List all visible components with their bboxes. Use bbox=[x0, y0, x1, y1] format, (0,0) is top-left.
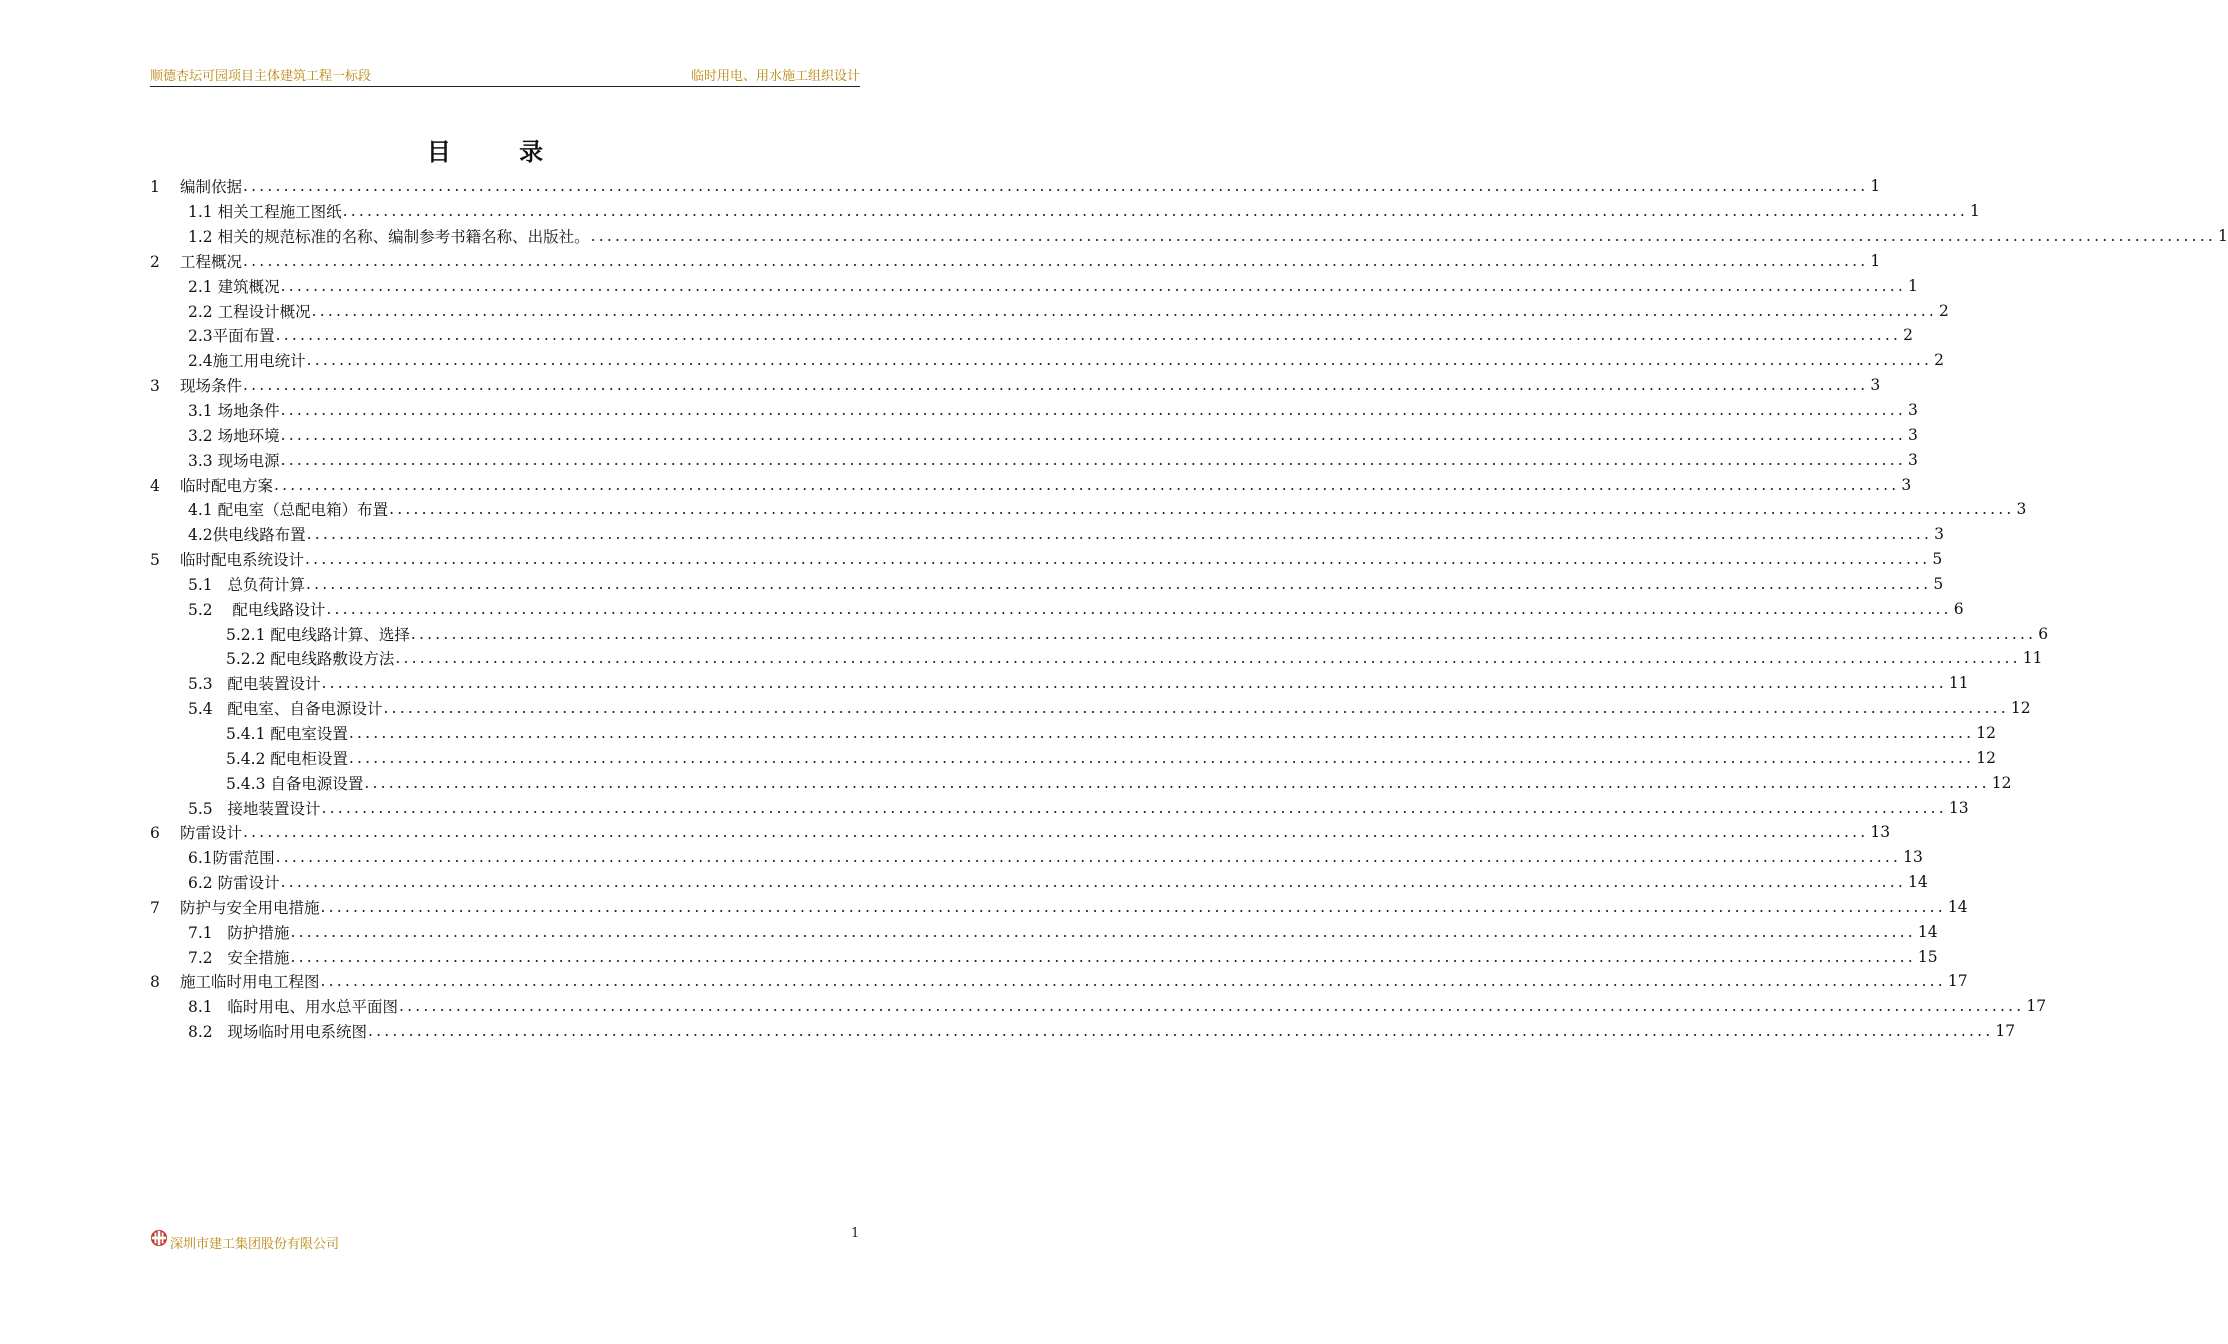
toc-entry-page: 12 bbox=[2010, 699, 2031, 718]
toc-entry-text: 配电线路计算、选择 bbox=[265, 625, 410, 644]
toc-entry-title bbox=[188, 498, 388, 520]
toc-entry-number: 7 bbox=[150, 898, 160, 917]
toc-entry-title bbox=[150, 474, 273, 496]
toc-entry-title bbox=[226, 747, 348, 769]
toc-entry-text: 防雷范围 bbox=[212, 849, 275, 868]
toc-entry[interactable] bbox=[150, 944, 1938, 969]
toc-entry-text: 总负荷计算 bbox=[212, 575, 305, 594]
toc-entry-title bbox=[188, 846, 275, 868]
toc-entry[interactable] bbox=[150, 249, 1881, 274]
toc-entry-text: 配电线路设计 bbox=[212, 600, 326, 619]
toc-entry-number: 8.1 bbox=[188, 998, 213, 1017]
toc-entry-text: 场地条件 bbox=[212, 402, 280, 421]
toc-entry-number: 5 bbox=[150, 551, 160, 570]
toc-entry[interactable] bbox=[150, 547, 1943, 572]
toc-entry-number: 6.1 bbox=[188, 849, 213, 868]
toc-entry[interactable] bbox=[150, 894, 1968, 919]
toc-leader-dots: ........................................................................................................................................................................................................ bbox=[389, 500, 2015, 519]
toc-entry-text: 防护措施 bbox=[212, 923, 290, 942]
toc-entry-text: 配电室（总配电箱）布置 bbox=[212, 501, 389, 520]
toc-entry-page: 3 bbox=[1908, 401, 1918, 420]
toc-entry-page: 3 bbox=[1908, 450, 1918, 469]
toc-entry-text: 施工用电统计 bbox=[212, 352, 306, 371]
toc-entry-text: 场地环境 bbox=[212, 426, 280, 445]
toc-entry-number: 5.3 bbox=[188, 675, 213, 694]
toc-entry-number: 2.3 bbox=[188, 327, 213, 346]
page-title: 目 录 bbox=[426, 138, 574, 166]
toc-entry-page: 3 bbox=[1934, 525, 1944, 544]
toc-leader-dots: ........................................................................................................................................................................................................ bbox=[410, 624, 2037, 643]
toc-leader-dots: ........................................................................................................................................................................................................ bbox=[274, 475, 1900, 494]
toc-leader-dots: ........................................................................................................................................................................................................ bbox=[348, 748, 1975, 767]
toc-entry[interactable] bbox=[150, 870, 1928, 895]
toc-entry-title bbox=[188, 573, 305, 595]
toc-entry[interactable] bbox=[150, 422, 1918, 447]
toc-leader-dots: ........................................................................................................................................................................................................ bbox=[243, 177, 1869, 196]
toc-entry-page: 5 bbox=[1932, 550, 1943, 569]
toc-entry-text: 接地装置设计 bbox=[212, 799, 321, 818]
toc-entry-page: 11 bbox=[2022, 649, 2043, 668]
toc-entry[interactable] bbox=[150, 621, 2049, 646]
toc-entry-page: 15 bbox=[1917, 947, 1938, 966]
toc-leader-dots: ........................................................................................................................................................................................................ bbox=[321, 798, 1947, 817]
toc-entry[interactable] bbox=[150, 472, 1912, 497]
toc-entry[interactable] bbox=[150, 447, 1918, 472]
toc-entry[interactable] bbox=[150, 969, 1968, 994]
toc-entry-text: 防护与安全用电措施 bbox=[180, 898, 320, 917]
toc-entry-title bbox=[150, 896, 320, 918]
toc-leader-dots: ........................................................................................................................................................................................................ bbox=[275, 326, 1902, 345]
toc-leader-dots: ........................................................................................................................................................................................................ bbox=[243, 251, 1869, 270]
toc-entry[interactable] bbox=[150, 373, 1881, 398]
toc-entry-page: 14 bbox=[1917, 922, 1938, 941]
toc-entry[interactable] bbox=[150, 348, 1944, 373]
toc-entry-page: 14 bbox=[1908, 873, 1928, 892]
toc-leader-dots: ........................................................................................................................................................................................................ bbox=[243, 823, 1869, 842]
toc-entry-title bbox=[188, 449, 280, 471]
toc-leader-dots: ........................................................................................................................................................................................................ bbox=[280, 401, 1906, 420]
toc-entry-title bbox=[188, 399, 280, 421]
toc-entry[interactable] bbox=[150, 696, 2031, 721]
toc-entry-text: 相关的规范标准的名称、编制参考书籍名称、出版社。 bbox=[212, 228, 590, 247]
toc-entry-page: 1 bbox=[1870, 177, 1881, 196]
toc-entry[interactable] bbox=[150, 199, 1980, 224]
toc-entry-page: 14 bbox=[1947, 897, 1968, 916]
toc-entry[interactable] bbox=[150, 323, 1913, 348]
toc-entry-page: 2 bbox=[1934, 351, 1944, 370]
toc-entry-text: 防雷设计 bbox=[212, 874, 280, 893]
toc-entry-text: 安全措施 bbox=[212, 948, 290, 967]
page-header bbox=[150, 66, 860, 87]
toc-entry-title bbox=[188, 300, 311, 322]
toc-entry-title bbox=[188, 598, 325, 620]
toc-leader-dots: ........................................................................................................................................................................................................ bbox=[364, 773, 1990, 792]
toc-entry-title bbox=[188, 871, 280, 893]
toc-leader-dots: ........................................................................................................................................................................................................ bbox=[280, 450, 1906, 469]
toc-entry[interactable] bbox=[150, 497, 2027, 522]
toc-entry-text: 建筑概况 bbox=[212, 277, 280, 296]
toc-entry-text: 供电线路布置 bbox=[212, 526, 306, 545]
toc-leader-dots: ........................................................................................................................................................................................................ bbox=[320, 972, 1946, 991]
toc-leader-dots: ........................................................................................................................................................................................................ bbox=[326, 599, 1952, 618]
toc-entry-title bbox=[150, 970, 320, 992]
toc-entry-text: 现场条件 bbox=[180, 377, 243, 396]
toc-entry-title bbox=[226, 722, 348, 744]
toc-leader-dots: ........................................................................................................................................................................................................ bbox=[398, 997, 2025, 1016]
toc-entry-title bbox=[188, 995, 398, 1017]
toc-entry-text: 临时配电方案 bbox=[180, 476, 274, 495]
toc-entry-number: 2.4 bbox=[188, 352, 213, 371]
toc-entry-title bbox=[150, 548, 304, 570]
toc-leader-dots: ........................................................................................................................................................................................................ bbox=[305, 550, 1931, 569]
toc-entry[interactable] bbox=[150, 671, 1969, 696]
toc-entry[interactable] bbox=[150, 721, 1997, 746]
toc-entry-number: 5.4.3 bbox=[226, 774, 266, 793]
toc-entry-text: 配电室、自备电源设计 bbox=[212, 700, 383, 719]
toc-entry-number: 5.4.2 bbox=[226, 749, 266, 768]
toc-entry[interactable] bbox=[150, 795, 1969, 820]
toc-entry-page: 1 bbox=[2218, 227, 2228, 246]
page-footer bbox=[150, 1226, 339, 1250]
toc-leader-dots: ........................................................................................................................................................................................................ bbox=[280, 425, 1906, 444]
toc-entry-title bbox=[188, 523, 306, 545]
toc-entry-text: 工程设计概况 bbox=[212, 302, 311, 321]
toc-leader-dots: ........................................................................................................................................................................................................ bbox=[321, 674, 1947, 693]
toc-entry-number: 8.2 bbox=[188, 1023, 213, 1042]
toc-entry-title bbox=[188, 225, 590, 247]
toc-entry-title bbox=[150, 250, 242, 272]
toc-entry-text: 施工临时用电工程图 bbox=[180, 973, 320, 992]
toc-entry-title bbox=[150, 374, 242, 396]
toc-entry-text: 配电柜设置 bbox=[265, 749, 348, 768]
toc-entry-title bbox=[188, 349, 306, 371]
toc-entry-number: 8 bbox=[150, 973, 160, 992]
toc-entry-text: 配电装置设计 bbox=[212, 675, 321, 694]
toc-leader-dots: ........................................................................................................................................................................................................ bbox=[306, 525, 1933, 544]
toc-entry-page: 12 bbox=[1976, 748, 1997, 767]
toc-entry-page: 13 bbox=[1870, 823, 1891, 842]
toc-entry-page: 13 bbox=[1903, 848, 1923, 867]
toc-entry-title bbox=[226, 623, 410, 645]
toc-entry-title bbox=[188, 275, 280, 297]
toc-entry-page: 6 bbox=[2038, 624, 2049, 643]
header-project-name: 顺德杏坛可园项目主体建筑工程一标段 bbox=[150, 69, 372, 84]
toc-entry-number: 6.2 bbox=[188, 874, 213, 893]
toc-entry[interactable] bbox=[150, 298, 1949, 323]
toc-leader-dots: ........................................................................................................................................................................................................ bbox=[275, 848, 1902, 867]
toc-entry[interactable] bbox=[150, 820, 1891, 845]
toc-entry-page: 3 bbox=[1901, 475, 1912, 494]
toc-entry-text: 配电线路敷设方法 bbox=[265, 650, 395, 669]
toc-entry-title bbox=[188, 424, 280, 446]
toc-leader-dots: ........................................................................................................................................................................................................ bbox=[243, 376, 1869, 395]
toc-leader-dots: ........................................................................................................................................................................................................ bbox=[280, 276, 1906, 295]
toc-entry[interactable] bbox=[150, 1019, 2016, 1044]
table-of-contents bbox=[150, 174, 2228, 1044]
toc-entry-number: 5.4 bbox=[188, 700, 213, 719]
toc-entry-title bbox=[150, 175, 242, 197]
toc-entry-number: 1.2 bbox=[188, 228, 213, 247]
toc-entry-title bbox=[188, 200, 342, 222]
toc-entry-title bbox=[188, 697, 382, 719]
toc-entry-number: 3 bbox=[150, 377, 160, 396]
toc-entry-number: 2.1 bbox=[188, 277, 213, 296]
toc-entry-page: 1 bbox=[1870, 251, 1881, 270]
toc-entry-number: 1 bbox=[150, 178, 160, 197]
toc-entry[interactable] bbox=[150, 224, 2228, 249]
toc-entry[interactable] bbox=[150, 845, 1923, 870]
toc-entry-number: 7.2 bbox=[188, 948, 213, 967]
toc-entry-text: 自备电源设置 bbox=[265, 774, 364, 793]
company-logo-icon bbox=[150, 1229, 168, 1247]
toc-entry-page: 3 bbox=[2016, 500, 2027, 519]
toc-entry-page: 2 bbox=[1903, 326, 1913, 345]
toc-entry-page: 1 bbox=[1908, 276, 1918, 295]
toc-entry[interactable] bbox=[150, 596, 1964, 621]
toc-entry-text: 工程概况 bbox=[180, 252, 243, 271]
toc-entry-page: 12 bbox=[1976, 723, 1997, 742]
toc-entry-page: 1 bbox=[1970, 202, 1980, 221]
toc-entry-text: 临时配电系统设计 bbox=[180, 551, 305, 570]
toc-entry-text: 防雷设计 bbox=[180, 824, 243, 843]
toc-leader-dots: ........................................................................................................................................................................................................ bbox=[383, 699, 2009, 718]
toc-entry-number: 4.2 bbox=[188, 526, 213, 545]
toc-entry[interactable] bbox=[150, 745, 1997, 770]
footer-company-name: 深圳市建工集团股份有限公司 bbox=[170, 1236, 340, 1252]
toc-entry[interactable] bbox=[150, 919, 1938, 944]
toc-entry-number: 1.1 bbox=[188, 203, 213, 222]
toc-entry-title bbox=[188, 921, 289, 943]
toc-leader-dots: ........................................................................................................................................................................................................ bbox=[320, 897, 1946, 916]
toc-leader-dots: ........................................................................................................................................................................................................ bbox=[590, 227, 2216, 246]
toc-entry-text: 临时用电、用水总平面图 bbox=[212, 998, 398, 1017]
toc-entry-title bbox=[188, 324, 275, 346]
toc-leader-dots: ........................................................................................................................................................................................................ bbox=[305, 574, 1932, 593]
toc-entry-number: 7.1 bbox=[188, 923, 213, 942]
page-number: 1 bbox=[851, 1226, 860, 1241]
toc-entry-number: 2 bbox=[150, 252, 160, 271]
toc-entry-title bbox=[188, 672, 320, 694]
toc-entry-text: 编制依据 bbox=[180, 178, 243, 197]
toc-entry-text: 现场临时用电系统图 bbox=[212, 1023, 367, 1042]
toc-entry-page: 3 bbox=[1908, 425, 1918, 444]
toc-entry-number: 6 bbox=[150, 824, 160, 843]
header-document-name: 临时用电、用水施工组织设计 bbox=[690, 69, 860, 84]
toc-entry-page: 13 bbox=[1948, 798, 1969, 817]
toc-leader-dots: ........................................................................................................................................................................................................ bbox=[342, 202, 1968, 221]
toc-entry-title bbox=[188, 1020, 367, 1042]
toc-leader-dots: ........................................................................................................................................................................................................ bbox=[280, 873, 1906, 892]
toc-entry-title bbox=[188, 797, 320, 819]
toc-entry-title bbox=[188, 946, 289, 968]
toc-entry-title bbox=[226, 647, 394, 669]
toc-entry-number: 5.4.1 bbox=[226, 724, 266, 743]
toc-entry-number: 5.5 bbox=[188, 799, 213, 818]
toc-entry[interactable] bbox=[150, 994, 2047, 1019]
toc-entry-number: 2.2 bbox=[188, 302, 213, 321]
toc-entry-number: 3.3 bbox=[188, 451, 213, 470]
toc-leader-dots: ........................................................................................................................................................................................................ bbox=[290, 947, 1916, 966]
toc-entry-page: 2 bbox=[1939, 301, 1949, 320]
toc-entry-number: 4 bbox=[150, 476, 160, 495]
toc-leader-dots: ........................................................................................................................................................................................................ bbox=[290, 922, 1916, 941]
toc-entry-number: 5.2 bbox=[188, 600, 213, 619]
toc-leader-dots: ........................................................................................................................................................................................................ bbox=[348, 723, 1975, 742]
toc-entry[interactable] bbox=[150, 646, 2043, 671]
toc-entry-title bbox=[150, 821, 242, 843]
toc-entry[interactable] bbox=[150, 273, 1918, 298]
toc-entry-number: 5.2.1 bbox=[226, 625, 266, 644]
toc-entry-text: 现场电源 bbox=[212, 451, 280, 470]
toc-entry-number: 5.2.2 bbox=[226, 650, 266, 669]
toc-entry-page: 5 bbox=[1933, 574, 1944, 593]
toc-entry-page: 11 bbox=[1948, 674, 1969, 693]
toc-leader-dots: ........................................................................................................................................................................................................ bbox=[306, 351, 1933, 370]
toc-entry-page: 12 bbox=[1991, 773, 2012, 792]
toc-entry-number: 3.1 bbox=[188, 402, 213, 421]
toc-entry-page: 3 bbox=[1870, 376, 1881, 395]
toc-entry-page: 17 bbox=[2026, 997, 2047, 1016]
toc-entry-number: 3.2 bbox=[188, 426, 213, 445]
toc-entry[interactable] bbox=[150, 770, 2012, 795]
toc-entry-text: 相关工程施工图纸 bbox=[212, 203, 342, 222]
toc-entry[interactable] bbox=[150, 398, 1918, 423]
toc-entry-number: 4.1 bbox=[188, 501, 213, 520]
toc-entry-page: 6 bbox=[1953, 599, 1964, 618]
toc-leader-dots: ........................................................................................................................................................................................................ bbox=[367, 1022, 1994, 1041]
toc-entry-text: 平面布置 bbox=[212, 327, 275, 346]
toc-leader-dots: ........................................................................................................................................................................................................ bbox=[311, 301, 1937, 320]
toc-entry-page: 17 bbox=[1995, 1022, 2016, 1041]
toc-entry[interactable] bbox=[150, 174, 1881, 199]
toc-entry-title bbox=[226, 772, 363, 794]
toc-entry[interactable] bbox=[150, 572, 1944, 597]
toc-entry-number: 5.1 bbox=[188, 575, 213, 594]
toc-entry[interactable] bbox=[150, 522, 1944, 547]
toc-leader-dots: ........................................................................................................................................................................................................ bbox=[395, 649, 2021, 668]
toc-entry-text: 配电室设置 bbox=[265, 724, 348, 743]
toc-entry-page: 17 bbox=[1947, 972, 1968, 991]
